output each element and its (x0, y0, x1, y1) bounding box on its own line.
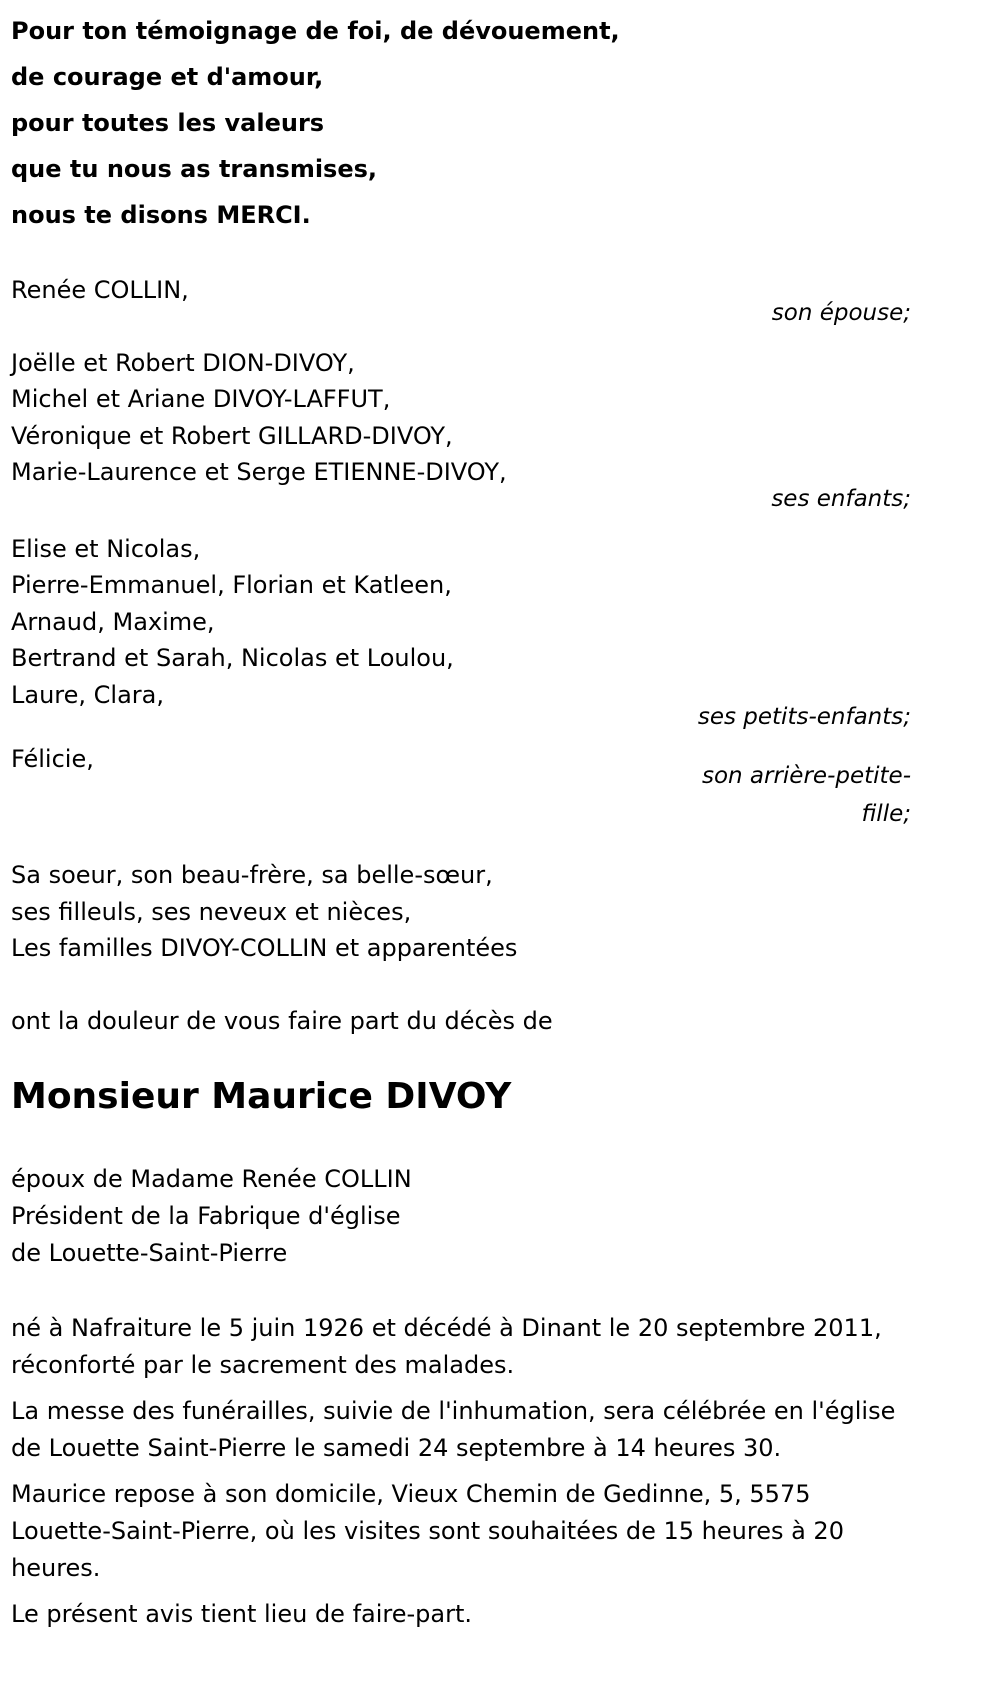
family-name-line: Joëlle et Robert DION-DIVOY, (11, 348, 355, 377)
deceased-name: Monsieur Maurice DIVOY (11, 1075, 512, 1117)
dedication-line: Pour ton témoignage de foi, de dévouement, (11, 17, 620, 45)
relatives-line: Les familles DIVOY-COLLIN et apparentées (11, 934, 518, 962)
family-grandchildren (11, 531, 911, 736)
relation-label: son épouse; (771, 299, 911, 326)
other-relatives (11, 857, 911, 967)
title-line: de Louette-Saint-Pierre (11, 1238, 288, 1267)
relation-label: son arrière-petite-fille; (701, 763, 911, 827)
detail-paragraph: Le présent avis tient lieu de faire-part. (11, 1599, 473, 1628)
family-name-line: Félicie, (11, 745, 94, 773)
deceased-titles (11, 1161, 911, 1272)
family-children (11, 345, 911, 517)
dedication-line: que tu nous as transmises, (11, 155, 378, 183)
family-name-line: Pierre-Emmanuel, Florian et Katleen, (11, 571, 452, 599)
relatives-line: ses filleuls, ses neveux et nièces, (11, 897, 412, 926)
family-name-line: Bertrand et Sarah, Nicolas et Loulou, (11, 644, 454, 672)
dedication-line: de courage et d'amour, (11, 63, 324, 91)
relation-label: ses petits-enfants; (697, 704, 911, 730)
family-great-grandchild (11, 741, 911, 851)
family-name-line: Marie-Laurence et Serge ETIENNE-DIVOY, (11, 458, 507, 486)
relation-label: ses enfants; (771, 485, 911, 512)
detail-paragraph: né à Nafraiture le 5 juin 1926 et décédé à Dinant le 20 septembre 2011, réconforté par le sacrement des malades. (11, 1313, 882, 1379)
dedication-line: nous te disons MERCI. (11, 201, 311, 229)
dedication-line: pour toutes les valeurs (11, 109, 325, 137)
detail-paragraph: La messe des funérailles, suivie de l'inhumation, sera célébrée en l'église de Louette Saint-Pierre le samedi 24 septembre à 14 heures 30. (11, 1396, 896, 1462)
family-name-line: Laure, Clara, (11, 680, 164, 709)
announcement: ont la douleur de vous faire part du décès de (11, 1006, 553, 1035)
family-name-line: Michel et Ariane DIVOY-LAFFUT, (11, 385, 391, 413)
relatives-line: Sa soeur, son beau-frère, sa belle-sœur, (11, 861, 493, 889)
funeral-details (11, 1310, 911, 1633)
family-name-line: Arnaud, Maxime, (11, 607, 215, 636)
obituary-notice (11, 0, 911, 1642)
detail-paragraph: Maurice repose à son domicile, Vieux Chemin de Gedinne, 5, 5575 Louette-Saint-Pierre, où les visites sont souhaitées de 15 heures à 20 heures. (11, 1479, 844, 1582)
title-line: époux de Madame Renée COLLIN (11, 1164, 412, 1193)
family-name-line: Renée COLLIN, (11, 276, 189, 304)
family-spouse (11, 272, 911, 331)
title-line: Président de la Fabrique d'église (11, 1201, 401, 1230)
family-name-line: Elise et Nicolas, (11, 534, 201, 563)
family-name-line: Véronique et Robert GILLARD-DIVOY, (11, 421, 453, 450)
dedication (11, 8, 911, 238)
